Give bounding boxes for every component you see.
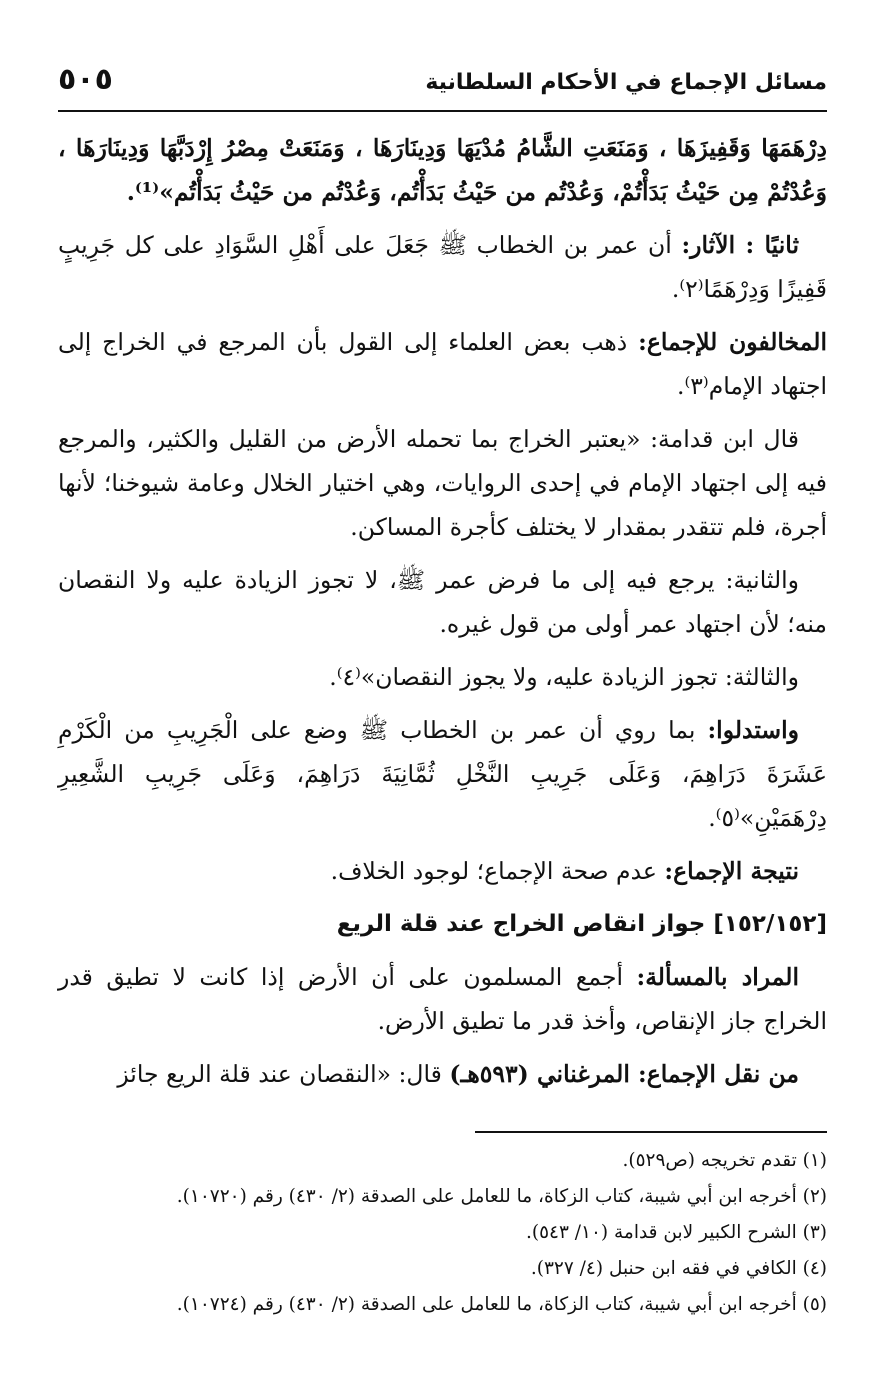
footnotes [58, 1143, 827, 1323]
footnote-4: (٤) الكافي في فقه ابن حنبل (٤/ ٣٢٧). [530, 1258, 827, 1279]
footnote-divider [475, 1131, 827, 1133]
paragraph-lead: واستدلوا: [707, 716, 799, 744]
footnote-2: (٢) أخرجه ابن أبي شيبة، كتاب الزكاة، ما للعامل على الصدقة (٢/ ٤٣٠) رقم (١٠٧٢٠). [176, 1186, 827, 1207]
paragraph-second-narration: والثانية: يرجع فيه إلى ما فرض عمر ﷺ، لا تجوز الزيادة عليه ولا النقصان منه؛ لأن اجتهاد عمر أولى من قول غيره. [58, 566, 827, 638]
paragraph-lead: ثانيًا : الآثار: [681, 231, 800, 259]
page-number: ٥٠٥ [58, 62, 113, 97]
paragraph-lead: المخالفون للإجماع: [638, 328, 827, 356]
paragraph-lead: نتيجة الإجماع: [664, 857, 799, 885]
paragraph-consensus-source: من نقل الإجماع: المرغناني (٥٩٣هـ) قال: «النقصان عند قلة الريع جائز [117, 1060, 799, 1088]
paragraph-evidence: واستدلوا: بما روي أن عمر بن الخطاب ﷺ وضع على الْجَرِيبِ من الْكَرْمِ عَشَرَةَ دَرَاهِمَ، وَعَلَى جَرِيبِ النَّخْلِ ثُمَّانِيَةَ دَرَاهِمَ، وَعَلَى جَرِيبِ الشَّعِيرِ دِرْهَمَيْنِ»⁽٥⁾. [58, 716, 827, 832]
paragraph-hadith-end: دِرْهَمَهَا وَقَفِيزَهَا ، وَمَنَعَتِ الشَّامُ مُدْيَهَا وَدِينَارَهَا ، وَمَنَعَتْ مِصْرُ إِرْدَبَّهَا وَدِينَارَهَا ، وَعُدْتُمْ مِن حَيْثُ بَدَأْتُمْ، وَعُدْتُم من حَيْثُ بَدَأْتُم، وَعُدْتُم من حَيْثُ بَدَأْتُم»⁽¹⁾. [58, 134, 827, 206]
paragraph-meaning: المراد بالمسألة: أجمع المسلمون على أن الأرض إذا كانت لا تطيق قدر الخراج جاز الإنقاص، وأخذ قدر ما تطيق الأرض. [58, 963, 827, 1035]
paragraph-third-narration: والثالثة: تجوز الزيادة عليه، ولا يجوز النقصان»⁽٤⁾. [329, 663, 799, 691]
page-header [58, 58, 827, 112]
footnote-3: (٣) الشرح الكبير لابن قدامة (١٠/ ٥٤٣). [525, 1222, 827, 1243]
paragraph-lead: من نقل الإجماع: المرغناني (٥٩٣هـ) [449, 1060, 799, 1088]
footnote-5: (٥) أخرجه ابن أبي شيبة، كتاب الزكاة، ما للعامل على الصدقة (٢/ ٤٣٠) رقم (١٠٧٢٤). [176, 1294, 827, 1315]
paragraph-lead: المراد بالمسألة: [636, 963, 799, 991]
main-text [58, 126, 827, 1105]
paragraph-result: نتيجة الإجماع: عدم صحة الإجماع؛ لوجود الخلاف. [330, 857, 799, 885]
footnote-1: (١) تقدم تخريجه (ص٥٢٩). [622, 1150, 827, 1171]
paragraph-ibn-qudama: قال ابن قدامة: «يعتبر الخراج بما تحمله الأرض من القليل والكثير، والمرجع فيه إلى اجتهاد الإمام في إحدى الروايات، وهي اختيار الخلال وعامة شيوخنا؛ لأنها أجرة، فلم تتقدر بمقدار لا يختلف كأجرة المساكن. [58, 425, 827, 541]
running-title: مسائل الإجماع في الأحكام السلطانية [425, 70, 827, 95]
paragraph-athar: ثانيًا : الآثار: أن عمر بن الخطاب ﷺ جَعَلَ على أَهْلِ السَّوَادِ على كل جَرِيبٍ قَفِيزًا وَدِرْهَمًا⁽٢⁾. [58, 231, 827, 303]
section-heading: [١٥٢/١٥٢] جواز انقاص الخراج عند قلة الريع [336, 911, 827, 937]
paragraph-opponents: المخالفون للإجماع: ذهب بعض العلماء إلى القول بأن المرجع في الخراج إلى اجتهاد الإمام⁽٣⁾. [58, 328, 827, 400]
